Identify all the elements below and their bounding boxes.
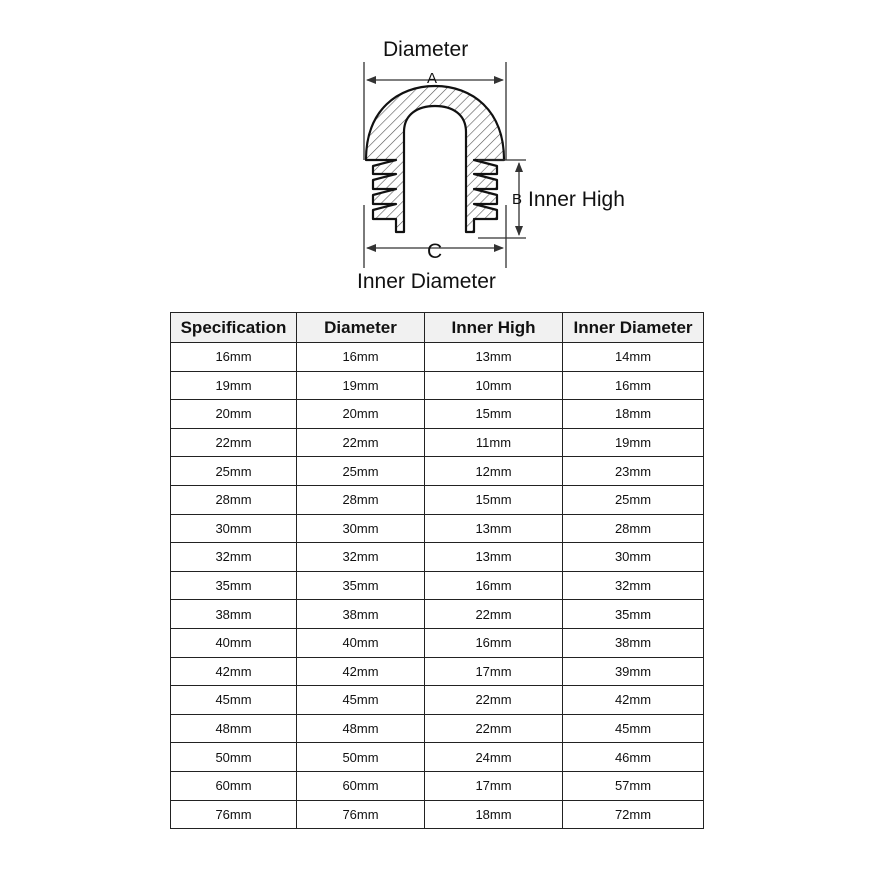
cell-specification: 20mm xyxy=(171,400,297,429)
cell-diameter: 35mm xyxy=(297,571,425,600)
table-header-row xyxy=(171,313,704,343)
cell-diameter: 76mm xyxy=(297,800,425,829)
cell-inner-diameter: 28mm xyxy=(563,514,704,543)
header-diameter: Diameter xyxy=(297,313,425,343)
cell-specification: 19mm xyxy=(171,371,297,400)
cell-inner-diameter: 30mm xyxy=(563,543,704,572)
header-inner-high: Inner High xyxy=(425,313,563,343)
cell-inner-diameter: 18mm xyxy=(563,400,704,429)
inner-diameter-label: Inner Diameter xyxy=(357,270,496,293)
cell-inner-diameter: 14mm xyxy=(563,343,704,372)
cell-diameter: 16mm xyxy=(297,343,425,372)
c-marker: C xyxy=(427,240,443,263)
cell-diameter: 38mm xyxy=(297,600,425,629)
table-row xyxy=(171,514,704,543)
cell-diameter: 60mm xyxy=(297,771,425,800)
cell-inner-high: 22mm xyxy=(425,686,563,715)
table-row xyxy=(171,371,704,400)
cell-inner-high: 16mm xyxy=(425,628,563,657)
cell-specification: 25mm xyxy=(171,457,297,486)
cell-inner-high: 22mm xyxy=(425,600,563,629)
table-row xyxy=(171,571,704,600)
cell-inner-high: 17mm xyxy=(425,771,563,800)
cell-specification: 50mm xyxy=(171,743,297,772)
cell-inner-diameter: 42mm xyxy=(563,686,704,715)
cell-specification: 32mm xyxy=(171,543,297,572)
table-row xyxy=(171,457,704,486)
cell-diameter: 28mm xyxy=(297,485,425,514)
table-row xyxy=(171,714,704,743)
diameter-label: Diameter xyxy=(383,38,469,61)
cell-inner-high: 13mm xyxy=(425,543,563,572)
cell-specification: 48mm xyxy=(171,714,297,743)
cell-inner-high: 11mm xyxy=(425,428,563,457)
cell-inner-high: 22mm xyxy=(425,714,563,743)
table-row xyxy=(171,485,704,514)
table-row xyxy=(171,800,704,829)
cell-diameter: 19mm xyxy=(297,371,425,400)
table-row xyxy=(171,657,704,686)
cell-inner-high: 15mm xyxy=(425,485,563,514)
cell-diameter: 42mm xyxy=(297,657,425,686)
b-marker: B xyxy=(512,191,523,208)
table-row xyxy=(171,628,704,657)
cell-specification: 38mm xyxy=(171,600,297,629)
cap-diagram xyxy=(0,0,872,305)
cell-inner-diameter: 46mm xyxy=(563,743,704,772)
table-row xyxy=(171,686,704,715)
cell-specification: 45mm xyxy=(171,686,297,715)
cell-specification: 42mm xyxy=(171,657,297,686)
cell-inner-high: 17mm xyxy=(425,657,563,686)
cell-inner-diameter: 39mm xyxy=(563,657,704,686)
cell-diameter: 48mm xyxy=(297,714,425,743)
table-row xyxy=(171,543,704,572)
table-row xyxy=(171,600,704,629)
cell-specification: 22mm xyxy=(171,428,297,457)
table-row xyxy=(171,400,704,429)
cell-inner-high: 13mm xyxy=(425,343,563,372)
cell-diameter: 22mm xyxy=(297,428,425,457)
cell-inner-high: 24mm xyxy=(425,743,563,772)
table-row xyxy=(171,743,704,772)
cell-inner-diameter: 35mm xyxy=(563,600,704,629)
specification-table xyxy=(170,312,704,829)
inner-high-label: Inner High xyxy=(528,188,625,211)
cell-diameter: 30mm xyxy=(297,514,425,543)
cell-inner-diameter: 32mm xyxy=(563,571,704,600)
header-specification: Specification xyxy=(171,313,297,343)
cell-specification: 16mm xyxy=(171,343,297,372)
cell-specification: 28mm xyxy=(171,485,297,514)
cell-diameter: 25mm xyxy=(297,457,425,486)
cap-body xyxy=(366,86,504,232)
cell-inner-high: 10mm xyxy=(425,371,563,400)
cell-diameter: 45mm xyxy=(297,686,425,715)
cell-diameter: 32mm xyxy=(297,543,425,572)
cell-inner-diameter: 19mm xyxy=(563,428,704,457)
cell-specification: 30mm xyxy=(171,514,297,543)
cell-specification: 40mm xyxy=(171,628,297,657)
table-row xyxy=(171,428,704,457)
cell-specification: 60mm xyxy=(171,771,297,800)
cell-inner-diameter: 45mm xyxy=(563,714,704,743)
cell-inner-high: 16mm xyxy=(425,571,563,600)
cell-inner-diameter: 57mm xyxy=(563,771,704,800)
table-row xyxy=(171,771,704,800)
cell-inner-diameter: 16mm xyxy=(563,371,704,400)
cell-inner-high: 12mm xyxy=(425,457,563,486)
cell-inner-diameter: 25mm xyxy=(563,485,704,514)
cell-specification: 76mm xyxy=(171,800,297,829)
cell-inner-diameter: 23mm xyxy=(563,457,704,486)
cell-inner-high: 13mm xyxy=(425,514,563,543)
table-row xyxy=(171,343,704,372)
cell-inner-diameter: 72mm xyxy=(563,800,704,829)
header-inner-diameter: Inner Diameter xyxy=(563,313,704,343)
cell-inner-high: 15mm xyxy=(425,400,563,429)
cell-inner-high: 18mm xyxy=(425,800,563,829)
cell-diameter: 40mm xyxy=(297,628,425,657)
cell-diameter: 50mm xyxy=(297,743,425,772)
cell-diameter: 20mm xyxy=(297,400,425,429)
cell-specification: 35mm xyxy=(171,571,297,600)
a-marker: A xyxy=(427,70,438,87)
cell-inner-diameter: 38mm xyxy=(563,628,704,657)
